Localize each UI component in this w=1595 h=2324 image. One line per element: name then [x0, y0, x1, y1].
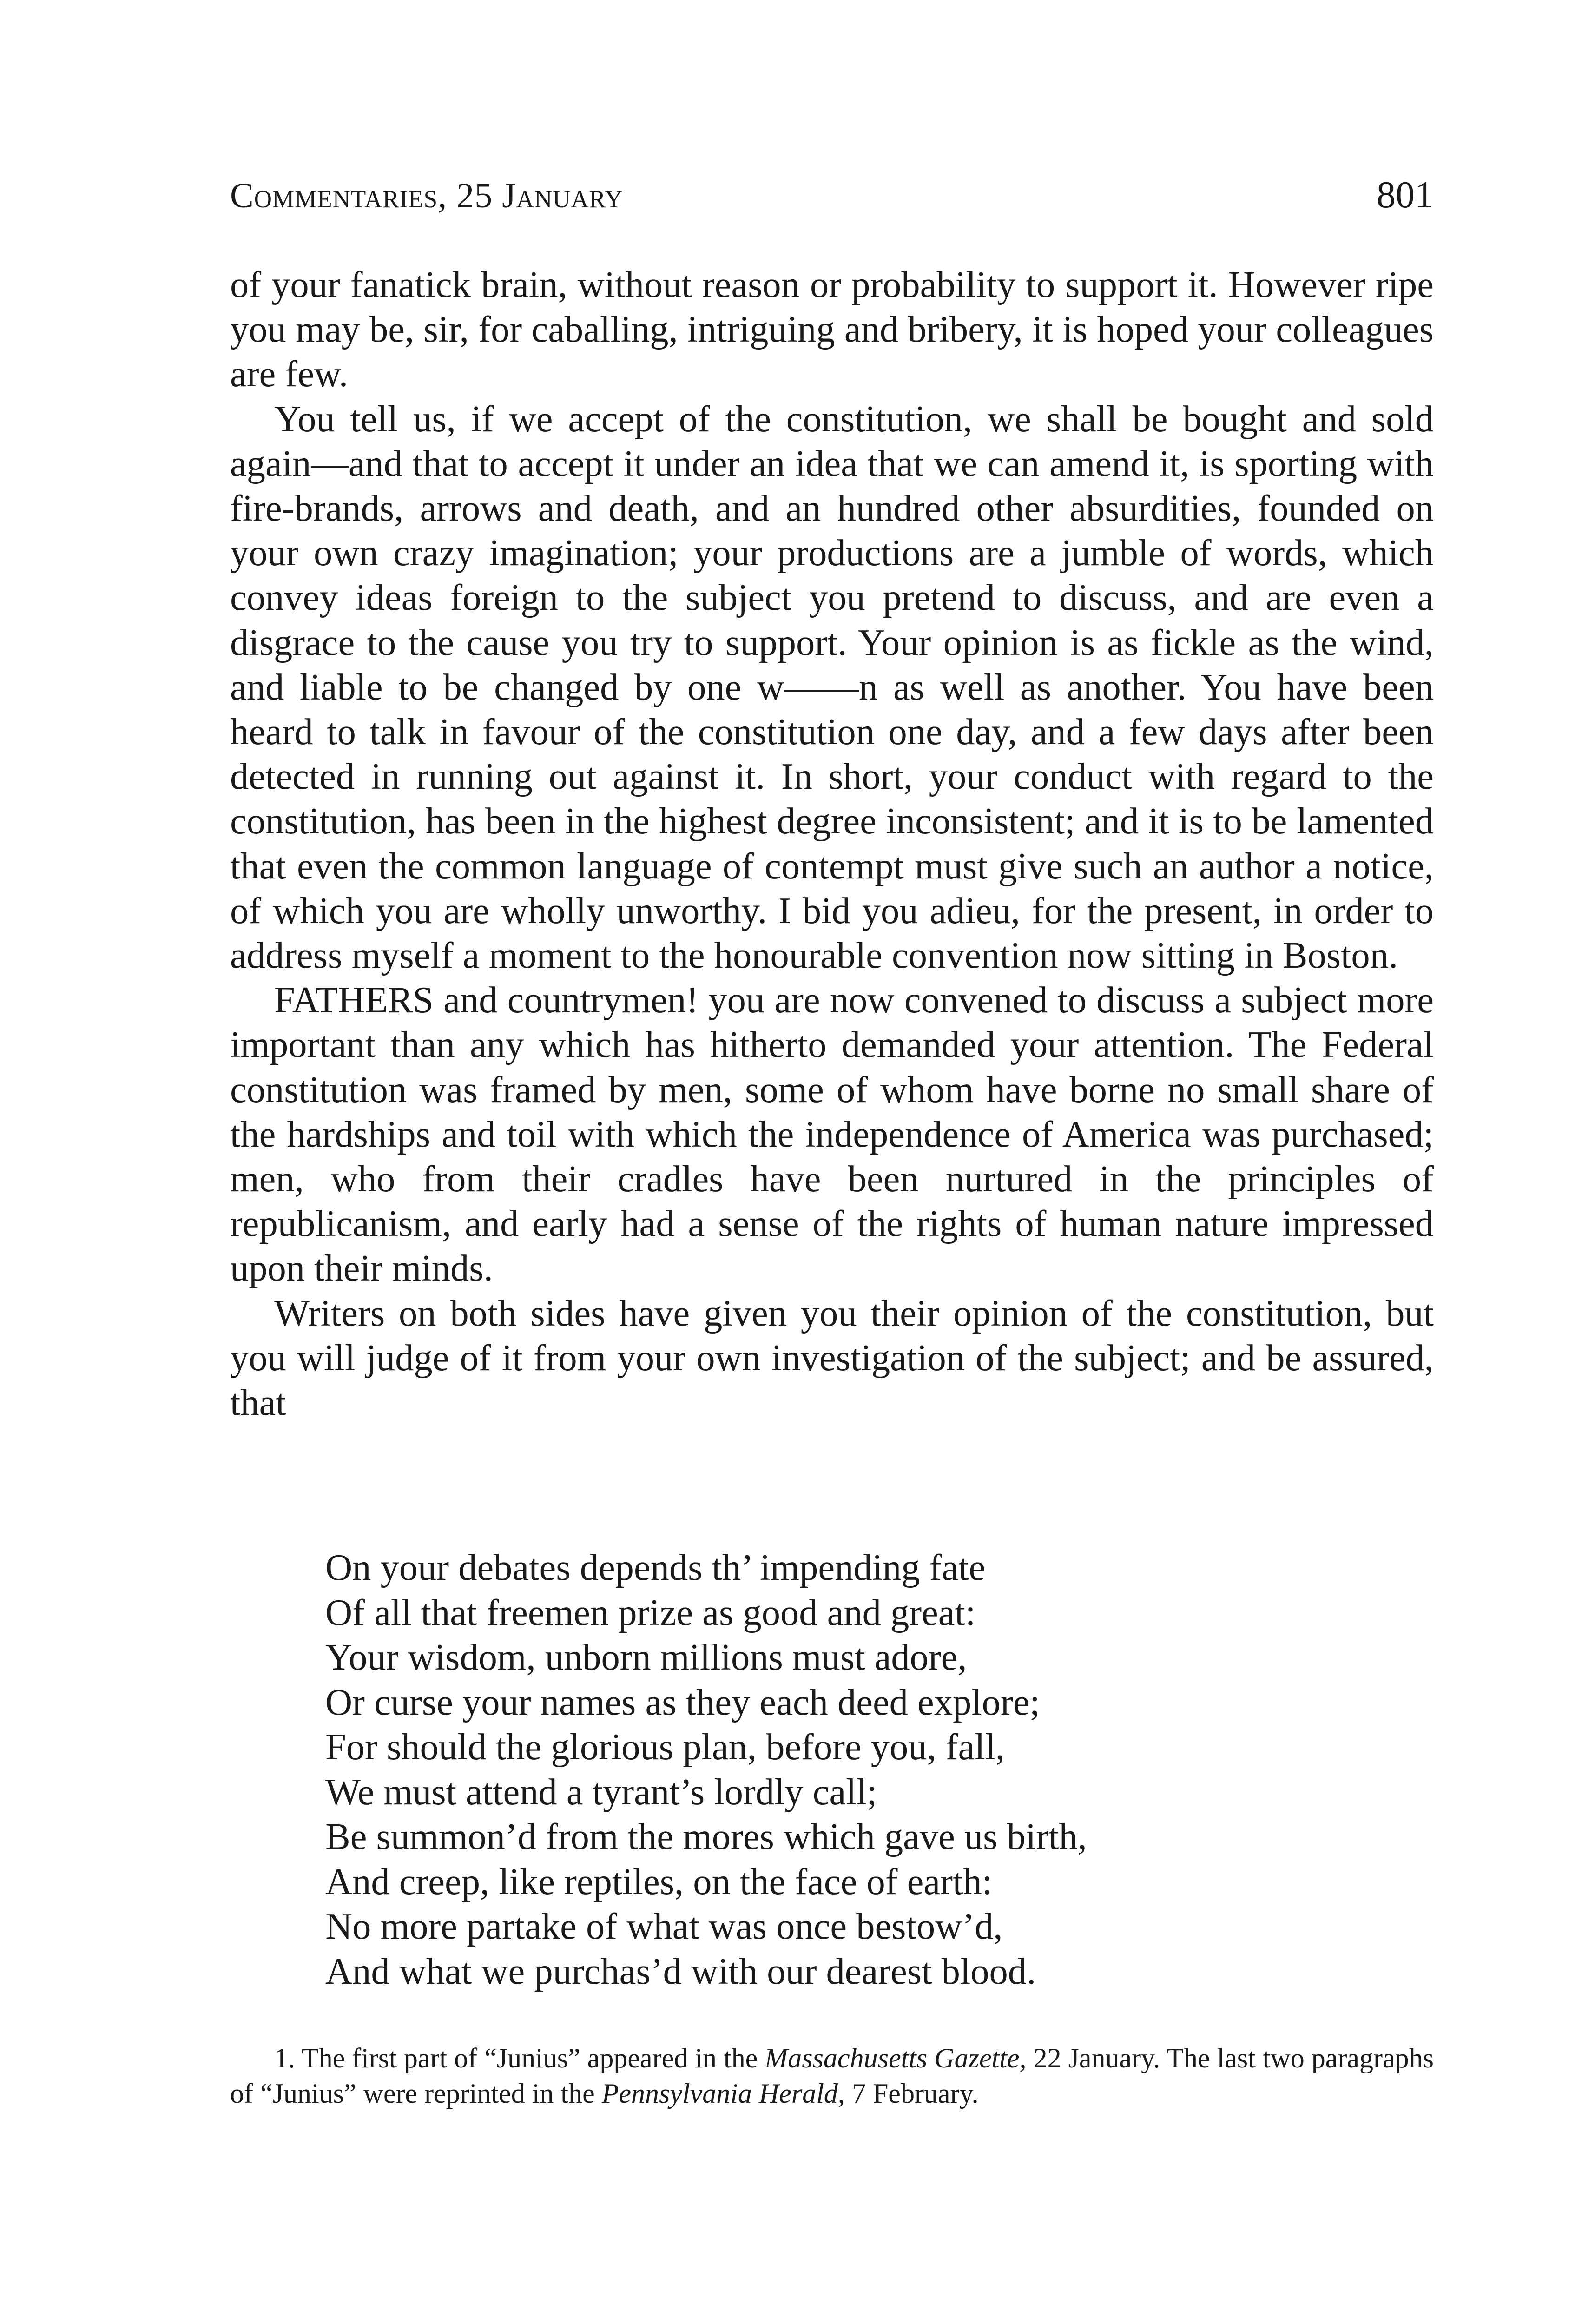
verse-line: We must attend a tyrant’s lordly call;: [325, 1771, 877, 1813]
verse-line: For should the glorious plan, before you, fall,: [325, 1726, 1005, 1768]
footnote: [230, 2040, 1434, 2111]
footnote-text: 1. The first part of “Junius” appeared in the: [274, 2043, 765, 2073]
verse-block: [325, 1545, 1394, 1994]
newspaper-title: Pennsylvania Herald,: [601, 2078, 845, 2109]
footnote-text: 7 February.: [844, 2078, 979, 2109]
verse-line: Your wisdom, unborn millions must adore,: [325, 1637, 967, 1678]
page-number: 801: [1377, 173, 1434, 216]
verse-line: Or curse your names as they each deed explore;: [325, 1681, 1040, 1723]
paragraph-continuation: of your fanatick brain, without reason or probability to support it. However ripe you may be, sir, for caballing, intriguing and bribery, it is hoped your colleagues are few.: [230, 264, 1434, 395]
paragraph-you-tell-us: You tell us, if we accept of the constitution, we shall be bought and sold again—and that to accept it under an idea that we can amend it, is sporting with fire-brands, arrows and death, and an hundred other absurdities, founded on your own crazy imagination; your productions are a jumble of words, which convey ideas foreign to the subject you pretend to discuss, and are even a disgrace to the cause you try to support. Your opinion is as fickle as the wind, and liable to be changed by one w——n as well as another. You have been heard to talk in favour of the constitution one day, and a few days after been detected in running out against it. In short, your conduct with regard to the constitution, has been in the highest degree inconsistent; and it is to be lamented that even the common language of contempt must give such an author a notice, of which you are wholly unworthy. I bid you adieu, for the present, in order to address myself a moment to the honourable convention now sitting in Boston.: [230, 398, 1434, 977]
verse-line: Be summon’d from the mores which gave us birth,: [325, 1816, 1087, 1857]
verse-line: No more partake of what was once bestow’d,: [325, 1906, 1003, 1947]
verse-line: And what we purchas’d with our dearest blood.: [325, 1950, 1036, 1992]
body-text: [230, 263, 1434, 1425]
newspaper-title: Massachusetts Gazette,: [765, 2043, 1027, 2073]
paragraph-writers: Writers on both sides have given you their opinion of the constitution, but you will judge of it from your own investigation of the subject; and be assured, that: [230, 1292, 1434, 1424]
running-title: Commentaries, 25 January: [230, 176, 623, 215]
running-head: [230, 173, 1434, 217]
paragraph-fathers: FATHERS and countrymen! you are now convened to discuss a subject more important than any which has hitherto demanded your attention. The Federal constitution was framed by men, some of whom have borne no small share of the hardships and toil with which the independence of America was purchased; men, who from their cradles have been nurtured in the principles of republicanism, and early had a sense of the rights of human nature impressed upon their minds.: [230, 979, 1434, 1289]
verse-line: And creep, like reptiles, on the face of earth:: [325, 1861, 992, 1902]
verse-line: On your debates depends th’ impending fate: [325, 1547, 986, 1588]
footnote-text: 22 January. The last two paragraphs of “Junius” were reprinted in the: [230, 2043, 1434, 2109]
verse-line: Of all that freemen prize as good and great:: [325, 1591, 976, 1633]
